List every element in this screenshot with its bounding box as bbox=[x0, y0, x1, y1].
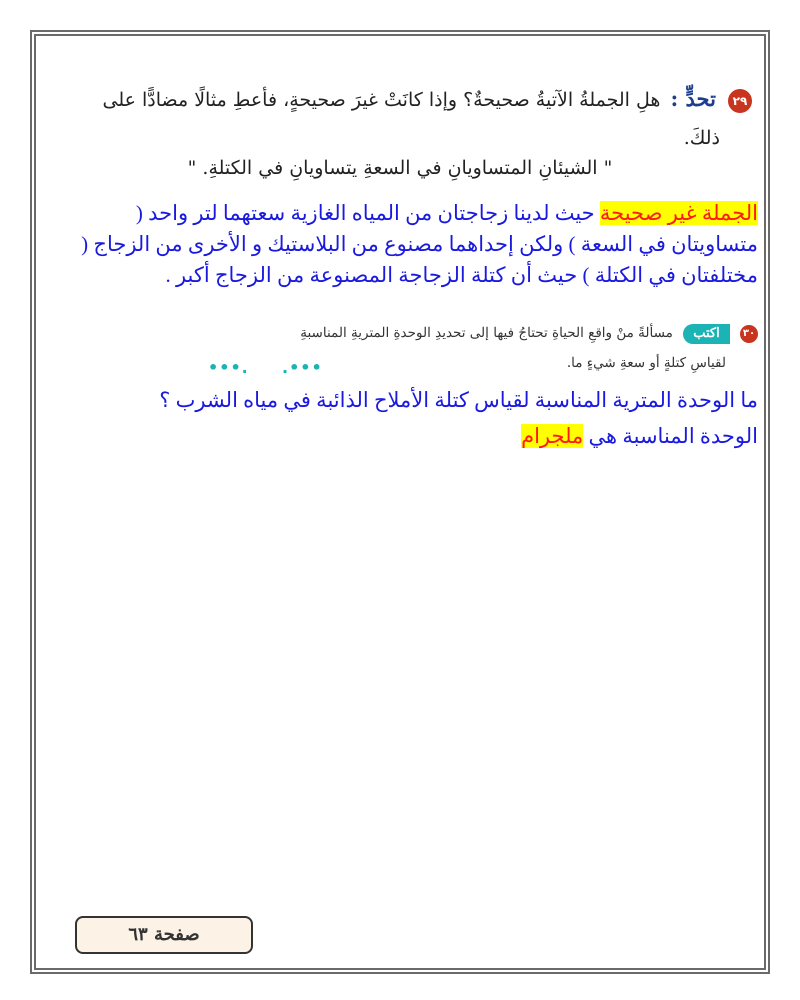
quoted-statement: " الشيئانِ المتساويانِ في السعةِ يتساويانِ في الكتلةِ. " bbox=[187, 157, 613, 179]
write-label: اكتب bbox=[683, 324, 730, 344]
question-text-line2: ذلكَ. bbox=[683, 127, 720, 149]
question-number-badge: ٣٠ bbox=[740, 325, 758, 343]
page-number-box: صفحة ٦٣ bbox=[75, 916, 253, 954]
answer-29 bbox=[28, 198, 758, 291]
question-30 bbox=[38, 318, 758, 378]
decorative-dots: .••• bbox=[282, 358, 323, 377]
question-text: مسألةً منْ واقعِ الحياةِ تحتاجُ فيها إلى تحديدِ الوحدةِ المتريةِ المناسبةِ bbox=[300, 325, 673, 341]
question-text-line2: لقياسِ كتلةٍ أو سعةِ شيءٍ ما. bbox=[566, 355, 726, 371]
decorative-dots: •••. bbox=[208, 358, 249, 377]
question-number-badge: ٢٩ bbox=[728, 89, 752, 113]
answer-prefix: الوحدة المناسبة هي bbox=[588, 424, 758, 448]
answer-30 bbox=[28, 382, 758, 454]
answer-highlight: الجملة غير صحيحة bbox=[599, 201, 758, 225]
answer-question: ما الوحدة المترية المناسبة لقياس كتلة الأملاح الذائبة في مياه الشرب ؟ bbox=[159, 388, 758, 412]
answer-line3: مختلفتان في الكتلة ) حيث أن كتلة الزجاجة المصنوعة من الزجاج أكبر . bbox=[165, 263, 758, 287]
answer-highlight: ملجرام bbox=[521, 424, 584, 448]
question-text: هلِ الجملةُ الآتيةُ صحيحةٌ؟ وإذا كانَتْ غيرَ صحيحةٍ، فأعطِ مثالًا مضادًّا على bbox=[102, 89, 661, 111]
answer-line2: متساويتان في السعة ) ولكن إحداهما مصنوع من البلاستيك و الأخرى من الزجاج ( bbox=[81, 232, 758, 256]
answer-line1: حيث لدينا زجاجتان من المياه الغازية سعتهما لتر واحد ( bbox=[135, 201, 595, 225]
question-29 bbox=[30, 80, 752, 157]
challenge-label: تحدٍّ : bbox=[670, 86, 716, 111]
